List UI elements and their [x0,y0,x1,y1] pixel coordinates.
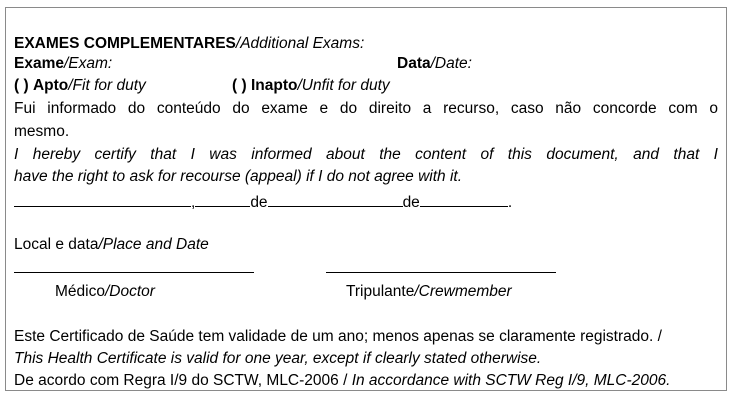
doctor-label [55,283,155,301]
crew-label-en: /Crewmember [414,283,512,300]
doctor-label-en: /Doctor [104,283,155,300]
place-date-label [14,236,209,254]
de-1: de [250,194,268,211]
exam-label-pt: Exame [14,55,64,72]
declaration-en-line1: I hereby certify that I was informed about the content of this document, and that I [14,146,718,163]
date-label-en: /Date: [430,55,472,72]
regulation-note [14,372,670,390]
declaration-pt-line1: Fui informado do conteúdo do exame e do direito a recurso, caso não concorde com o [14,100,718,117]
fit-checkbox[interactable] [14,77,146,95]
section-title [14,35,364,53]
unfit-box[interactable]: ( ) [232,77,247,94]
date-label-pt: Data [397,55,431,72]
doctor-signature-line[interactable] [14,272,254,273]
unfit-label-en: /Unfit for duty [297,77,390,94]
comma: , [191,194,196,211]
blank-month[interactable] [268,191,403,207]
crew-label [346,283,512,301]
title-pt: EXAMES COMPLEMENTARES [14,35,236,52]
date-field [397,55,472,73]
place-label-en: /Place and Date [98,236,209,253]
unfit-checkbox[interactable] [232,77,390,95]
fit-label-en: /Fit for duty [68,77,146,94]
doctor-label-pt: Médico [55,283,105,300]
blank-year[interactable] [420,191,508,207]
place-label-pt: Local e data [14,236,99,253]
declaration-pt-line2: mesmo. [14,123,70,140]
blank-day[interactable] [195,191,250,207]
unfit-label-pt: Inapto [250,77,298,94]
regulation-en: In accordance with SCTW Reg I/9, MLC-2006. [351,372,671,389]
fit-box[interactable]: ( ) [14,77,29,94]
fit-label-pt: Apto [32,77,69,94]
exam-field [14,55,112,73]
exam-label-en: /Exam: [63,55,113,72]
title-en: /Additional Exams: [235,35,365,52]
date-blanks [14,191,512,212]
de-2: de [402,194,420,211]
validity-en: This Health Certificate is valid for one year, except if clearly stated otherwise. [14,350,542,367]
blank-place[interactable] [14,191,191,207]
declaration-en-line2: have the right to ask for recourse (appeal) if I do not agree with it. [14,168,463,185]
period: . [507,194,513,211]
regulation-pt: De acordo com Regra I/9 do SCTW, MLC-2006 / [14,372,352,389]
validity-pt: Este Certificado de Saúde tem validade de um ano; menos apenas se claramente registrado. / [14,328,662,345]
crew-label-pt: Tripulante [346,283,415,300]
crew-signature-line[interactable] [326,272,556,273]
